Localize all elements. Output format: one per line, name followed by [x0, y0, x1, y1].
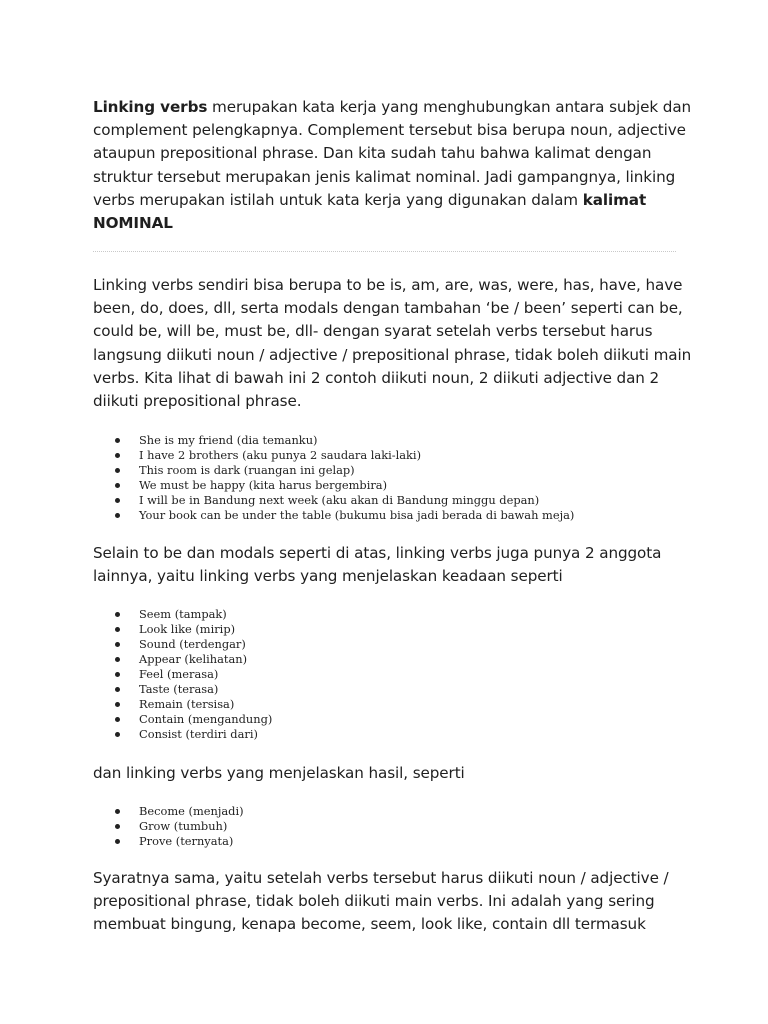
- list-item: Taste (terasa): [112, 682, 272, 697]
- list-item: Feel (merasa): [112, 667, 272, 682]
- list-item: I have 2 brothers (aku punya 2 saudara laki-laki): [112, 448, 574, 463]
- state-verbs-intro: Selain to be dan modals seperti di atas, linking verbs juga punya 2 anggota lainnya, yaitu linking verbs yang menjelaskan keadaan seperti: [93, 544, 662, 586]
- linking-verbs-term: Linking verbs: [93, 98, 208, 116]
- list-item: Grow (tumbuh): [112, 819, 244, 834]
- list-item: Consist (terdiri dari): [112, 727, 272, 742]
- list-item: Prove (ternyata): [112, 834, 244, 849]
- list-item: She is my friend (dia temanku): [112, 433, 574, 448]
- result-verbs-list: [112, 804, 244, 849]
- intro-paragraph: [93, 96, 693, 235]
- state-verbs-list: [112, 607, 272, 742]
- linking-verbs-paragraph: Linking verbs sendiri bisa berupa to be is, am, are, was, were, has, have, have been, do, does, dll, serta modals dengan tambahan ‘be / been’ seperti can be, could be, will be, must be, dll- dengan syarat setelah verbs tersebut harus langsung diikuti noun / adjective / prepositional phrase, tidak boleh diikuti main verbs. Kita lihat di bawah ini 2 contoh diikuti noun, 2 diikuti adjective dan 2 diikuti prepositional phrase.: [93, 276, 692, 411]
- intro-text: merupakan kata kerja yang menghubungkan antara subjek dan complement pelengkapnya. Complement tersebut bisa berupa noun, adjective ataupun prepositional phrase. Dan kita sudah tahu bahwa kalimat dengan struktur tersebut merupakan jenis kalimat nominal. Jadi gampangnya, linking verbs merupakan istilah untuk kata kerja yang digunakan dalam: [93, 98, 692, 209]
- list-item: We must be happy (kita harus bergembira): [112, 478, 574, 493]
- list-item: Appear (kelihatan): [112, 652, 272, 667]
- result-verbs-intro: dan linking verbs yang menjelaskan hasil, seperti: [93, 764, 465, 782]
- list-item: I will be in Bandung next week (aku akan di Bandung minggu depan): [112, 493, 574, 508]
- list-item: This room is dark (ruangan ini gelap): [112, 463, 574, 478]
- list-item: Remain (tersisa): [112, 697, 272, 712]
- list-item: Look like (mirip): [112, 622, 272, 637]
- examples-list: [112, 433, 574, 523]
- list-item: Seem (tampak): [112, 607, 272, 622]
- list-item: Contain (mengandung): [112, 712, 272, 727]
- list-item: Your book can be under the table (bukumu bisa jadi berada di bawah meja): [112, 508, 574, 523]
- list-item: Become (menjadi): [112, 804, 244, 819]
- nominal-emphasis: kalimat NOMINAL: [93, 190, 647, 233]
- section-divider: [93, 251, 676, 252]
- list-item: Sound (terdengar): [112, 637, 272, 652]
- requirements-paragraph: Syaratnya sama, yaitu setelah verbs tersebut harus diikuti noun / adjective / prepositional phrase, tidak boleh diikuti main verbs. Ini adalah yang sering membuat bingung, kenapa become, seem, look like, contain dll termasuk: [93, 869, 669, 934]
